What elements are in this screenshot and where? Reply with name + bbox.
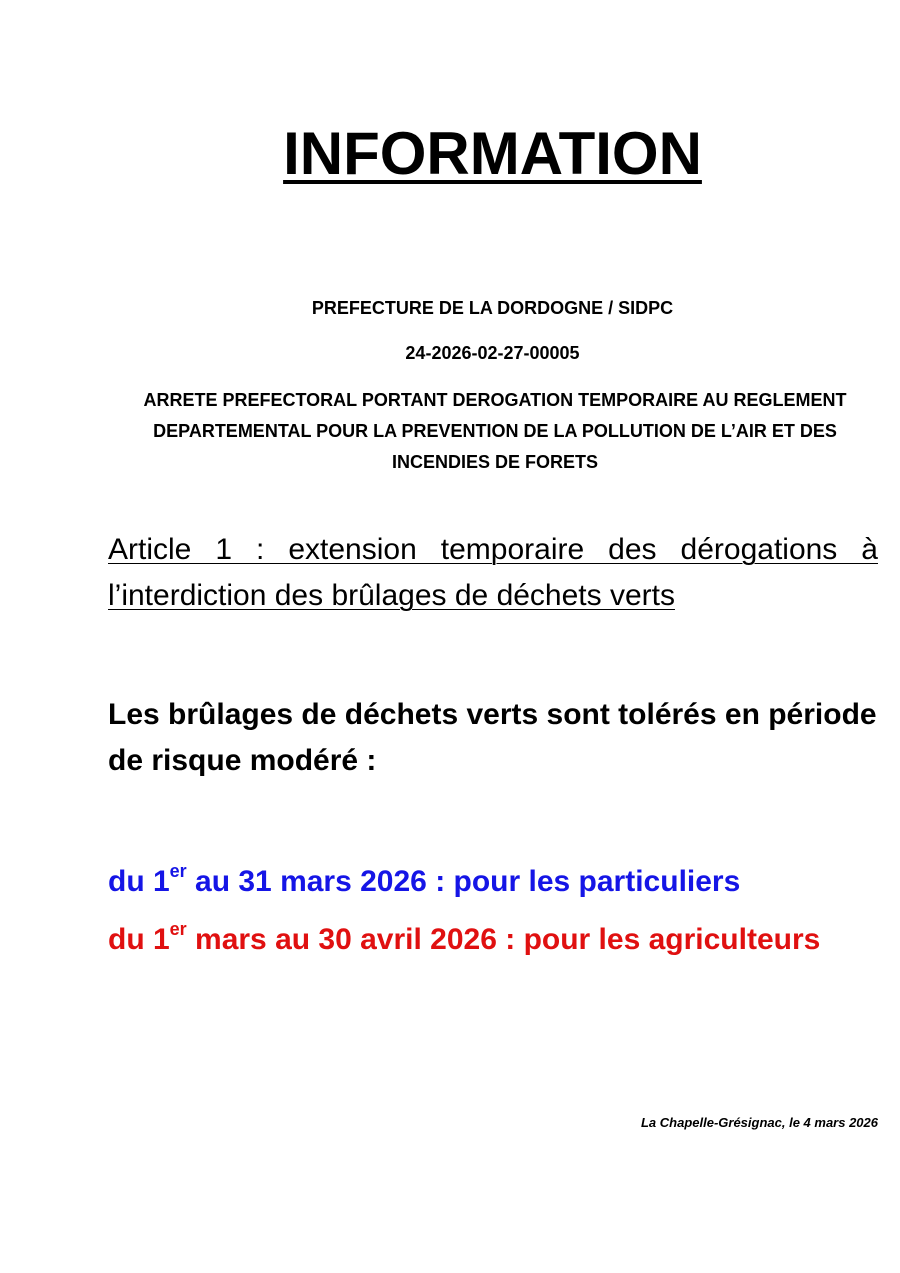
reference-number: 24-2026-02-27-00005	[405, 343, 580, 363]
period-particuliers-superscript: er	[169, 861, 187, 881]
period-particuliers-rest: au 31 mars 2026 : pour les particuliers	[186, 865, 741, 898]
period-agriculteurs-prefix: du 1	[108, 923, 170, 956]
page-title	[0, 118, 900, 190]
prefecture-line: PREFECTURE DE LA DORDOGNE / SIDPC	[311, 298, 674, 318]
article-heading: Article 1 : extension temporaire des dérogations à l’interdiction des brûlages de déchets verts	[108, 533, 878, 612]
period-particuliers	[108, 862, 740, 902]
period-agriculteurs-superscript: er	[169, 919, 187, 939]
place-date-signature: La Chapelle-Grésignac, le 4 mars 2026	[640, 1115, 878, 1130]
period-agriculteurs-rest: mars au 30 avril 2026 : pour les agriculteurs	[186, 923, 821, 956]
period-particuliers-prefix: du 1	[108, 865, 170, 898]
arrete-title: ARRETE PREFECTORAL PORTANT DEROGATION TEMPORAIRE AU REGLEMENT DEPARTEMENTAL POUR LA PREVENTION DE LA POLLUTION DE L’AIR ET DES INCENDIES DE FORETS	[143, 390, 847, 472]
period-agriculteurs	[108, 920, 820, 960]
tolerance-statement: Les brûlages de déchets verts sont tolérés en période de risque modéré :	[108, 698, 877, 777]
page-title-text: INFORMATION	[283, 120, 702, 187]
